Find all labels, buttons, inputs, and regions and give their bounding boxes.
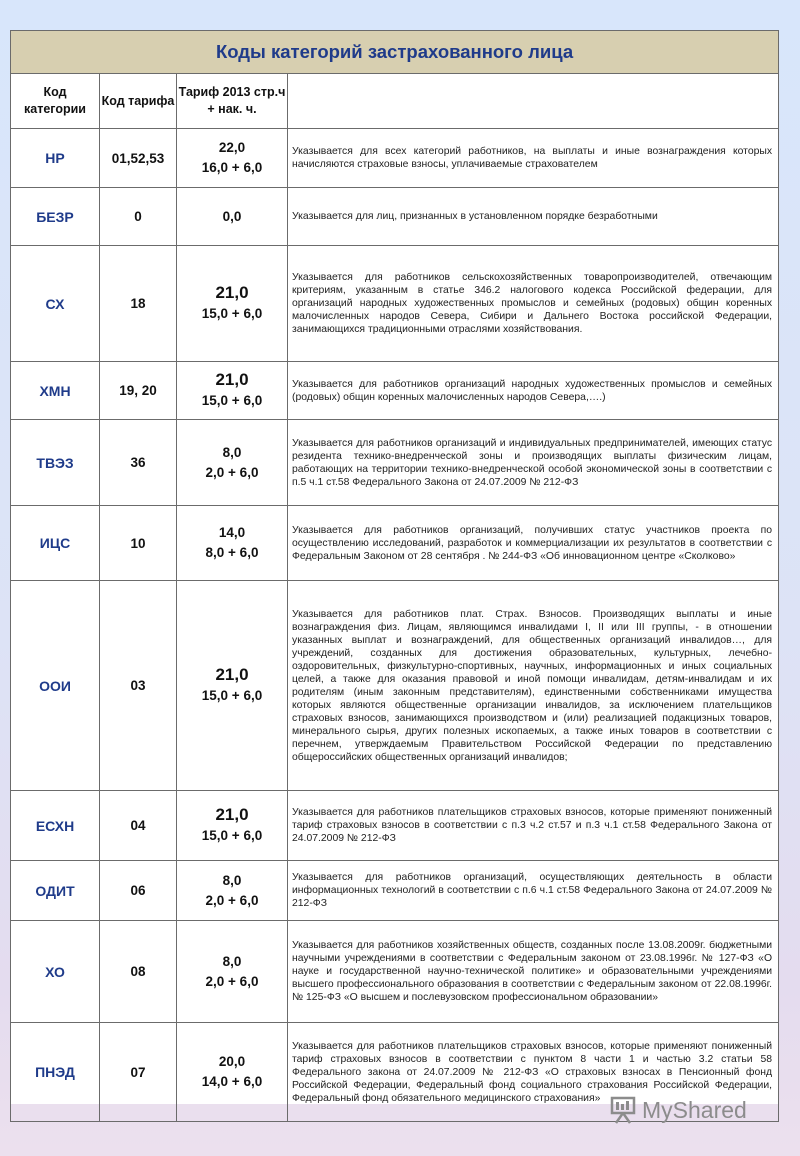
category-description: Указывается для работников организаций, осуществляющих деятельность в области информационных технологий в соответствии с п.6 ч.1 ст.58 Федерального Закона от 24.07.2009 № 212-ФЗ: [288, 861, 779, 921]
table-row: [11, 861, 779, 921]
slide: [10, 30, 778, 1104]
tariff-rate: [177, 791, 288, 861]
rate-total: 21,0: [215, 665, 249, 684]
rate-split: 2,0 + 6,0: [205, 892, 259, 908]
category-description: Указывается для работников плательщиков страховых взносов, которые применяют пониженный тариф страховых взносов в соответствии с пунктом 8 части 1 и частью 3.2 статьи 58 Федерального закона от 24.07.2009 № 212-ФЗ «О страховых взносах в Пенсионный фонд Российской Федерации, Федеральный фонд социального страхования Российской Федерации, Федеральный фонд обязательного медицинского страхования»: [288, 1023, 779, 1122]
table-row: [11, 246, 779, 362]
table-row: [11, 420, 779, 506]
tariff-rate: [177, 246, 288, 362]
rate-split: 14,0 + 6,0: [201, 1074, 263, 1089]
rate-total: 21,0: [215, 805, 249, 824]
table-row: [11, 362, 779, 420]
header-tariff-code: Код тарифа: [100, 74, 177, 129]
tariff-rate: [177, 921, 288, 1023]
tariff-code: 06: [100, 861, 177, 921]
rate-total: 8,0: [222, 953, 242, 969]
category-code: СХ: [11, 246, 100, 362]
category-codes-table: [10, 30, 779, 1122]
category-description: Указывается для работников плательщиков страховых взносов, которые применяют пониженный тариф страховых взносов в соответствии с п.3 ч.2 ст.57 и п.3 ч.1 ст.58 Федерального Закона от 24.07.2009 № 212-ФЗ: [288, 791, 779, 861]
table-row: [11, 921, 779, 1023]
category-description: Указывается для работников плат. Страх. Взносов. Производящих выплаты и иные вознаграждения физ. Лицам, являющимся инвалидами I, II или III группы, - в отношении указанных выплат и вознаграждений, для общественных организаций инвалидов…, для учреждений, созданных для достижения образовательных, культурных, лечебно-оздоровительных, физкультурно-спортивных, научных, информационных и иных социальных целей, а также для оказания правовой и иной помощи инвалидам, детям-инвалидам и их родителям (иным законным представителям), единственными собственниками имущества которых являются общественные организации инвалидов, за исключением плательщиков страховых взносов, занимающихся производством и (или) реализацией подакцизных товаров, минерального сырья, других полезных ископаемых, а также иных товаров в соответствии с перечнем, утверждаемым Правительством Российской Федерации по представлению общероссийских общественных организаций инвалидов;: [288, 581, 779, 791]
header-description: [288, 74, 779, 129]
category-code: ПНЭД: [11, 1023, 100, 1122]
rate-split: 15,0 + 6,0: [201, 828, 263, 843]
rate-split: 8,0 + 6,0: [205, 545, 259, 560]
category-code: БЕЗР: [11, 188, 100, 246]
tariff-rate: [177, 581, 288, 791]
category-code: ХМН: [11, 362, 100, 420]
category-description: Указывается для работников организаций народных художественных промыслов и семейных (родовых) общин коренных малочисленных народов Севера,….): [288, 362, 779, 420]
header-row: [11, 74, 779, 129]
tariff-code: 01,52,53: [100, 129, 177, 188]
rate-split: 15,0 + 6,0: [201, 393, 263, 408]
rate-split: 15,0 + 6,0: [201, 688, 263, 703]
tariff-rate: [177, 129, 288, 188]
tariff-code: 04: [100, 791, 177, 861]
rate-total: 21,0: [215, 283, 249, 302]
rate-total: 22,0: [218, 140, 246, 155]
category-description: Указывается для всех категорий работников, на выплаты и иные вознаграждения которых начисляются страховые взносы, уплачиваемые страхователем: [288, 129, 779, 188]
rate-split: 2,0 + 6,0: [205, 464, 259, 480]
category-description: Указывается для работников сельскохозяйственных товаропроизводителей, отвечающим критериям, указанным в статье 346.2 налогового кодекса Российской федерации, для организаций народных художественных промыслов и семейных (родовых) общин коренных малочисленных народов Севера, Сибири и Дальнего Востока российской Федерации, занимающихся традиционными отраслями хозяйствования.: [288, 246, 779, 362]
tariff-rate: [177, 1023, 288, 1122]
table-row: [11, 791, 779, 861]
category-code: ЕСХН: [11, 791, 100, 861]
rate-total: 0,0: [222, 208, 242, 224]
tariff-rate: [177, 420, 288, 506]
category-code: НР: [11, 129, 100, 188]
watermark: [610, 1092, 747, 1128]
tariff-rate: [177, 188, 288, 246]
table-row: [11, 506, 779, 581]
rate-split: 2,0 + 6,0: [205, 973, 259, 989]
header-tariff: Тариф 2013 стр.ч + нак. ч.: [177, 74, 288, 129]
tariff-rate: [177, 362, 288, 420]
tariff-code: 03: [100, 581, 177, 791]
rate-total: 8,0: [222, 872, 242, 888]
category-code: ООИ: [11, 581, 100, 791]
category-description: Указывается для работников хозяйственных обществ, созданных после 13.08.2009г. бюджетными научными учреждениями в соответствии с Федеральным законом от 23.08.1996г. № 127-ФЗ «О науке и государственной научно-технической политике» и образовательными учреждениями высшего профессионального образования в соответствии с Федеральным законом от 22.08.1996г. № 125-ФЗ «О высшем и послевузовском профессиональном образовании»: [288, 921, 779, 1023]
table-row: [11, 188, 779, 246]
tariff-rate: [177, 506, 288, 581]
category-code: ОДИТ: [11, 861, 100, 921]
tariff-code: 08: [100, 921, 177, 1023]
header-code: Код категории: [11, 74, 100, 129]
rate-total: 21,0: [215, 370, 249, 389]
rate-total: 14,0: [218, 525, 246, 540]
rate-total: 20,0: [218, 1054, 246, 1069]
watermark-text: MyShared: [642, 1096, 747, 1123]
tariff-code: 36: [100, 420, 177, 506]
category-code: ХО: [11, 921, 100, 1023]
presentation-board-icon: [610, 1096, 636, 1124]
table-title: Коды категорий застрахованного лица: [11, 31, 779, 74]
category-code: ИЦС: [11, 506, 100, 581]
rate-total: 8,0: [222, 444, 242, 460]
tariff-code: 19, 20: [100, 362, 177, 420]
tariff-code: 0: [100, 188, 177, 246]
rate-split: 15,0 + 6,0: [201, 306, 263, 321]
rate-split: 16,0 + 6,0: [201, 160, 263, 175]
tariff-code: 07: [100, 1023, 177, 1122]
tariff-rate: [177, 861, 288, 921]
category-description: Указывается для работников организаций, получивших статус участников проекта по осуществлению исследований, разработок и коммерциализации их результатов в соответствии с Федеральным Законом от 28 сентября . № 244-ФЗ «Об инновационном центре «Сколково»: [288, 506, 779, 581]
tariff-code: 10: [100, 506, 177, 581]
category-description: Указывается для лиц, признанных в установленном порядке безработными: [288, 188, 779, 246]
tariff-code: 18: [100, 246, 177, 362]
category-description: Указывается для работников организаций и индивидуальных предпринимателей, имеющих статус резидента технико-внедренческой зоны и производящих выплаты физическим лицам, работающих на территории технико-внедренческой особой экономической зоны в соответствии с п.5 ч.1 ст.58 Федерального Закона от 24.07.2009 № 212-ФЗ: [288, 420, 779, 506]
title-row: [11, 31, 779, 74]
table-row: [11, 129, 779, 188]
table-row: [11, 581, 779, 791]
category-code: ТВЭЗ: [11, 420, 100, 506]
